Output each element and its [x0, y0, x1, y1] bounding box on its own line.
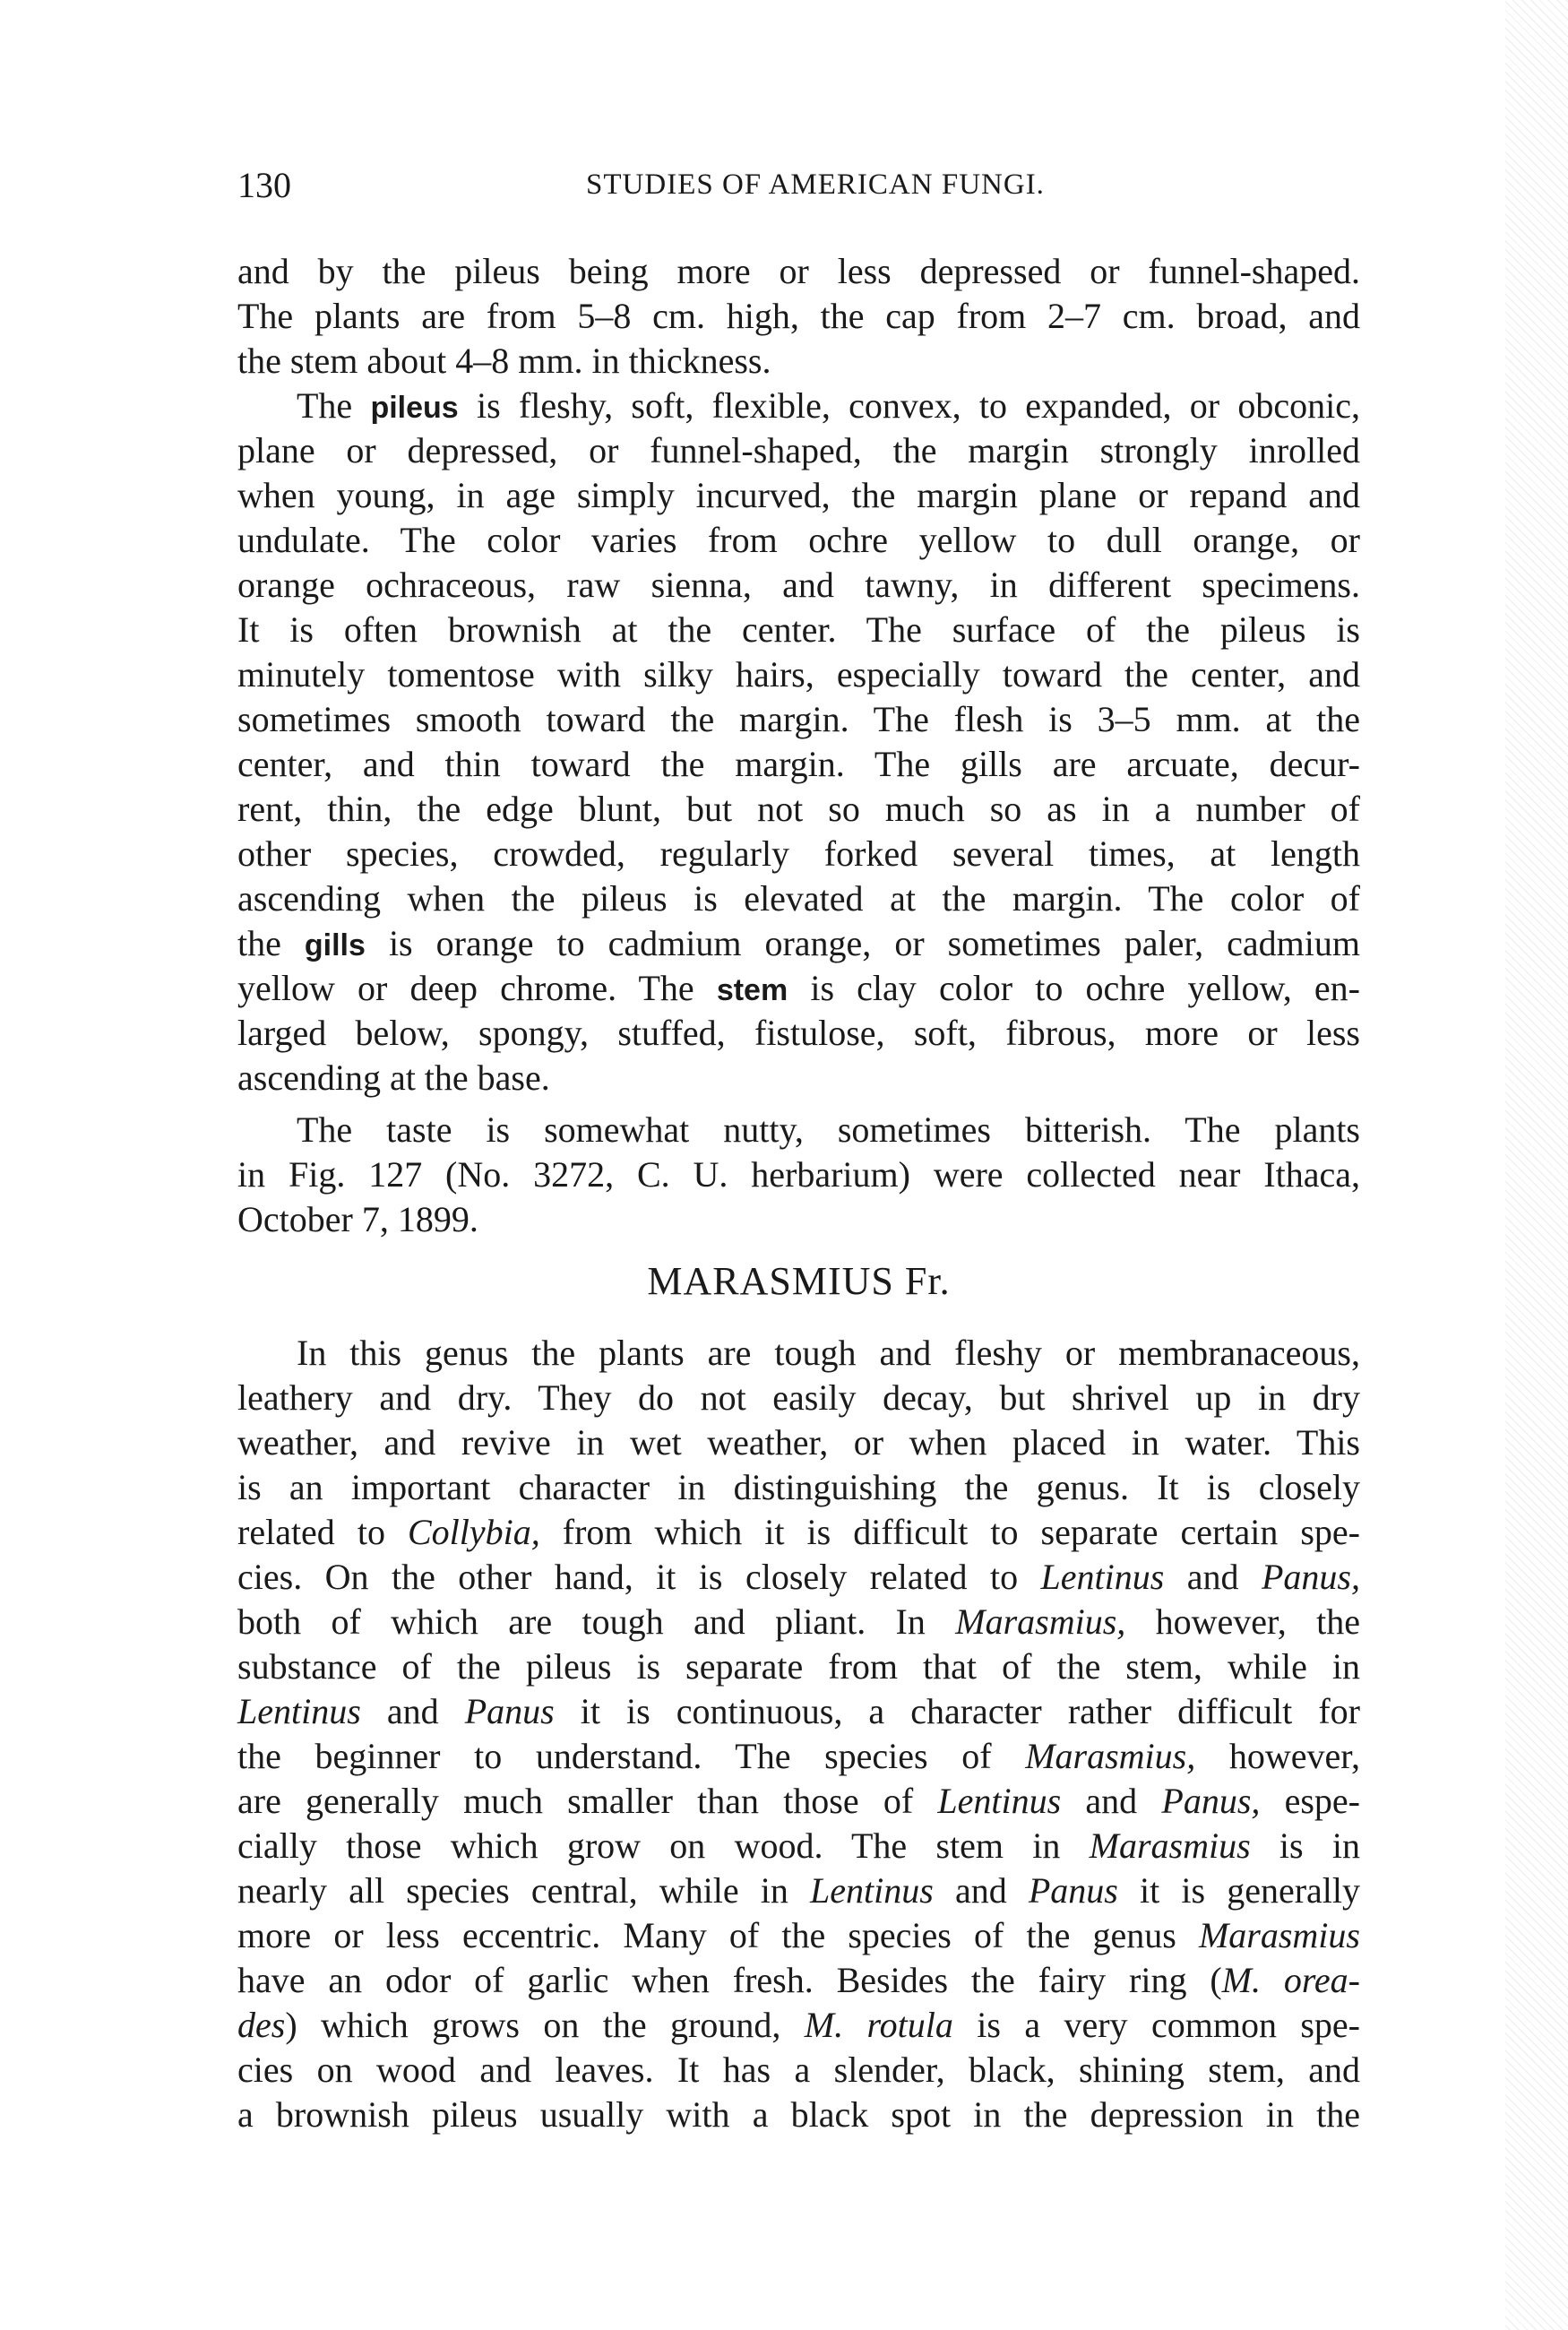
italic-term: Marasmius [1198, 1915, 1360, 1955]
text-run: minutely tomentose with silky hairs, especially toward the center, and [237, 654, 1360, 695]
text-run: is in [1250, 1825, 1360, 1866]
text-line [237, 1108, 1360, 1152]
text-run: is orange to cadmium orange, or sometimes paler, cadmium [365, 923, 1360, 963]
text-run: the [237, 923, 305, 963]
text-run: rent, thin, the edge blunt, but not so much so as in a number of [237, 789, 1360, 829]
text-run: and [1164, 1557, 1262, 1597]
text-line [237, 2048, 1360, 2093]
text-line [237, 921, 1360, 966]
text-run: the beginner to understand. The species of [237, 1736, 1026, 1776]
text-line [237, 608, 1360, 652]
text-line [237, 697, 1360, 742]
text-run: is a very common spe- [952, 2005, 1360, 2045]
text-line [237, 832, 1360, 876]
text-line [237, 1913, 1360, 1958]
scanned-page-edge [1505, 0, 1568, 2330]
text-run: substance of the pileus is separate from that of the stem, while in [237, 1646, 1360, 1687]
text-line [237, 384, 1360, 428]
text-run: center, and thin toward the margin. The gills are arcuate, decur- [237, 744, 1360, 784]
text-run: and [933, 1870, 1029, 1911]
text-run: The taste is somewhat nutty, sometimes bitterish. The plants [297, 1109, 1360, 1150]
paragraph-marasmius [237, 1331, 1360, 2137]
italic-term: Marasmius [1089, 1825, 1251, 1866]
italic-term: Marasmius, [1025, 1736, 1196, 1776]
text-run: cies on wood and leaves. It has a slender, black, shining stem, and [237, 2050, 1360, 2090]
text-run: yellow or deep chrome. The [237, 968, 717, 1008]
text-line [237, 2003, 1360, 2048]
text-run: October 7, 1899. [237, 1199, 478, 1239]
text-line [237, 1824, 1360, 1868]
text-run: sometimes smooth toward the margin. The flesh is 3–5 mm. at the [237, 699, 1360, 739]
text-run: It is often brownish at the center. The surface of the pileus is [237, 609, 1360, 650]
text-line [237, 1056, 1360, 1100]
text-run: when young, in age simply incurved, the margin plane or repand and [237, 475, 1360, 515]
text-line [237, 473, 1360, 518]
italic-term: des [237, 2005, 286, 2045]
text-run: the stem about 4–8 mm. in thickness. [237, 341, 771, 381]
paragraph-taste [237, 1108, 1360, 1242]
text-run: is an important character in distinguishing the genus. It is closely [237, 1467, 1360, 1507]
text-run: however, [1195, 1736, 1360, 1776]
text-run: more or less eccentric. Many of the species of the genus [237, 1915, 1199, 1955]
text-line [237, 1465, 1360, 1510]
bold-term: pileus [370, 391, 459, 425]
text-run: however, the [1125, 1601, 1360, 1642]
text-run: have an odor of garlic when fresh. Besides the fairy ring ( [237, 1960, 1222, 2000]
text-run: The plants are from 5–8 cm. high, the cap from 2–7 cm. broad, and [237, 296, 1360, 336]
text-line [237, 1779, 1360, 1824]
text-line [237, 294, 1360, 339]
text-run: ) which grows on the ground, [285, 2005, 805, 2045]
text-run: leathery and dry. They do not easily decay, but shrivel up in dry [237, 1377, 1360, 1418]
text-run: larged below, spongy, stuffed, fistulose, soft, fibrous, more or less [237, 1013, 1360, 1053]
text-run: and by the pileus being more or less depressed or funnel-shaped. [237, 251, 1360, 291]
text-run: plane or depressed, or funnel-shaped, the margin strongly inrolled [237, 430, 1360, 470]
text-run: cies. On the other hand, it is closely related to [237, 1557, 1041, 1597]
text-run: a brownish pileus usually with a black spot in the depression in the [237, 2094, 1360, 2135]
text-line [237, 428, 1360, 473]
text-run: undulate. The color varies from ochre yellow to dull orange, or [237, 520, 1360, 560]
text-run: is clay color to ochre yellow, en- [788, 968, 1360, 1008]
bold-term: stem [716, 973, 788, 1007]
text-line [237, 652, 1360, 697]
italic-term: Panus, [1161, 1781, 1261, 1821]
text-run: In this genus the plants are tough and fleshy or membranaceous, [297, 1333, 1360, 1373]
text-run: is fleshy, soft, flexible, convex, to expanded, or obconic, [458, 385, 1361, 426]
text-line [237, 1331, 1360, 1376]
text-line [237, 249, 1360, 294]
text-line [237, 2093, 1360, 2137]
running-title: STUDIES OF AMERICAN FUNGI. [586, 168, 1045, 201]
italic-term: Lentinus [1040, 1557, 1165, 1597]
italic-term: Marasmius, [955, 1601, 1126, 1642]
italic-term: M. rotula [804, 2005, 953, 2045]
text-run: both of which are tough and pliant. In [237, 1601, 956, 1642]
text-line [237, 1555, 1360, 1600]
text-run: and [1061, 1781, 1162, 1821]
section-heading: MARASMIUS Fr. [647, 1259, 951, 1303]
text-line [237, 787, 1360, 832]
text-line [237, 1510, 1360, 1555]
text-line [237, 1420, 1360, 1465]
text-run: from which it is difficult to separate certain spe- [539, 1512, 1360, 1552]
text-line [237, 742, 1360, 787]
text-run: nearly all species central, while in [237, 1870, 811, 1911]
text-line [237, 1958, 1360, 2003]
text-line [237, 518, 1360, 563]
text-run: orange ochraceous, raw sienna, and tawny, in different specimens. [237, 565, 1360, 605]
text-line [237, 1197, 1360, 1242]
italic-term: M. orea- [1221, 1960, 1360, 2000]
text-line [237, 1011, 1360, 1056]
text-line [237, 1376, 1360, 1420]
paragraphs-pileus-description [237, 249, 1360, 1100]
text-run: and [360, 1691, 465, 1731]
text-line [237, 563, 1360, 608]
text-line [237, 1600, 1360, 1644]
text-run: ascending when the pileus is elevated at the margin. The color of [237, 878, 1360, 919]
italic-term: Lentinus [237, 1691, 361, 1731]
page-number: 130 [237, 165, 291, 205]
text-run: ascending at the base. [237, 1057, 550, 1098]
text-run: it is generally [1117, 1870, 1360, 1911]
text-line [237, 1734, 1360, 1779]
text-run: The [297, 385, 371, 426]
text-line [237, 339, 1360, 384]
italic-term: Panus [1028, 1870, 1118, 1911]
text-run: espe- [1260, 1781, 1361, 1821]
text-line [237, 1152, 1360, 1197]
text-line [237, 1644, 1360, 1689]
italic-term: Panus [464, 1691, 555, 1731]
text-line [237, 966, 1360, 1011]
text-run: related to [237, 1512, 408, 1552]
text-run: are generally much smaller than those of [237, 1781, 938, 1821]
bold-term: gills [304, 928, 366, 962]
italic-term: Panus, [1262, 1557, 1360, 1597]
text-run: in Fig. 127 (No. 3272, C. U. herbarium) were collected near Ithaca, [237, 1154, 1360, 1195]
text-run: other species, crowded, regularly forked several times, at length [237, 833, 1360, 874]
text-line [237, 876, 1360, 921]
text-run: it is continuous, a character rather difficult for [554, 1691, 1360, 1731]
text-run: cially those which grow on wood. The stem in [237, 1825, 1090, 1866]
italic-term: Lentinus [810, 1870, 934, 1911]
text-line [237, 1689, 1360, 1734]
text-run: weather, and revive in wet weather, or when placed in water. This [237, 1422, 1360, 1463]
italic-term: Collybia, [407, 1512, 540, 1552]
italic-term: Lentinus [937, 1781, 1062, 1821]
text-line [237, 1868, 1360, 1913]
